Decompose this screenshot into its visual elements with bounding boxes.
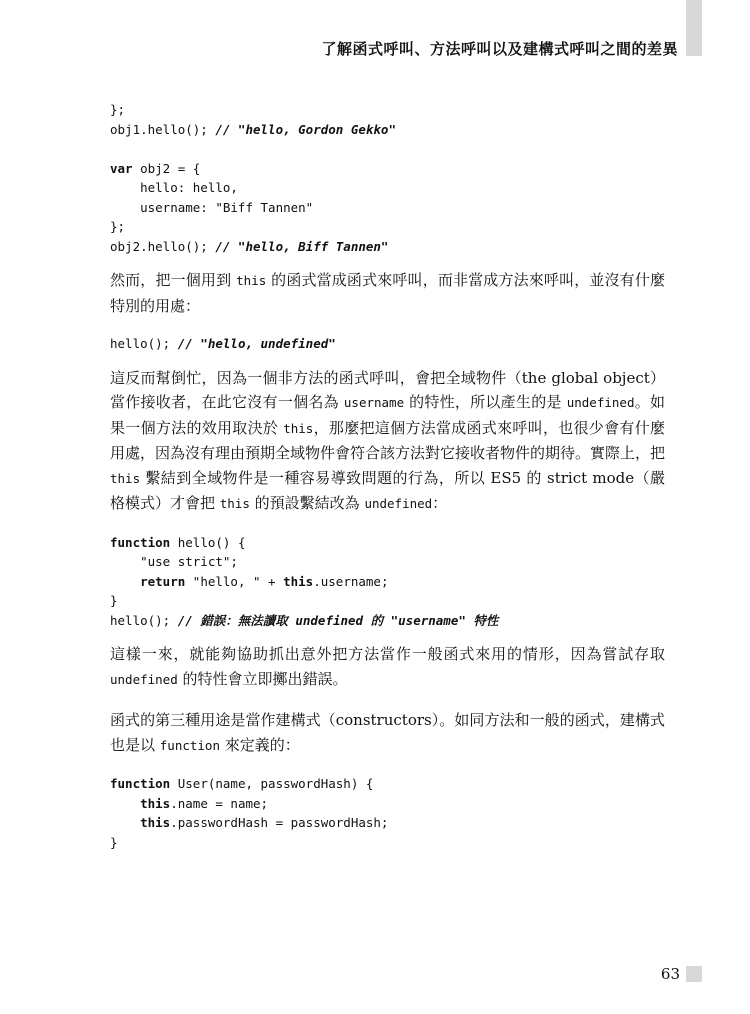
top-edge-tab [686,0,702,56]
running-header: 了解函式呼叫、方法呼叫以及建構式呼叫之間的差異 [321,40,678,58]
code-block-hello-undefined: hello(); // "hello, undefined" [110,336,336,351]
paragraph-constructors: 函式的第三種用途是當作建構式（constructors）。如同方法和一般的函式，建構式也是以 function 來定義的： [110,711,665,754]
paragraph-global-object: 這反而幫倒忙，因為一個非方法的函式呼叫，會把全域物件（the global object）當作接收者，在此它沒有一個名為 username 的特性，所以產生的是 undefined。如果一個方法的效用取決於 this，那麼把這個方法當成函式來呼叫，也很少會有什麼用處，因為沒有理由預期全域物件會符合該方法對它接收者物件的期待。實際上，把 this 繫結到全域物件是一種容易導致問題的行為，所以 ES5 的 strict mode（嚴格模式）才會把 this 的預設繫結改為 undefined： [110,368,666,512]
bottom-edge-tab [686,966,702,982]
paragraph-strict-benefit: 這樣一來，就能夠協助抓出意外把方法當作一般函式來用的情形，因為嘗試存取 undefined 的特性會立即擲出錯誤。 [110,645,665,688]
code-block-obj2: }; obj1.hello(); // "hello, Gordon Gekko" var obj2 = { hello: hello, username: "Biff Tannen" }; obj2.hello(); // "hello, Biff Tannen" [110,102,396,254]
code-block-user-constructor: function User(name, passwordHash) { this.name = name; this.passwordHash = passwordHash; } [110,776,389,850]
paragraph-function-call: 然而，把一個用到 this 的函式當成函式來呼叫，而非當成方法來呼叫，並沒有什麼特別的用處： [110,271,665,315]
code-block-strict-hello: function hello() { "use strict"; return "hello, " + this.username; } hello(); // 錯誤：無法讀取 undefined 的 "username" 特性 [110,534,499,628]
page-body [110,100,665,852]
page-number: 63 [660,965,680,983]
